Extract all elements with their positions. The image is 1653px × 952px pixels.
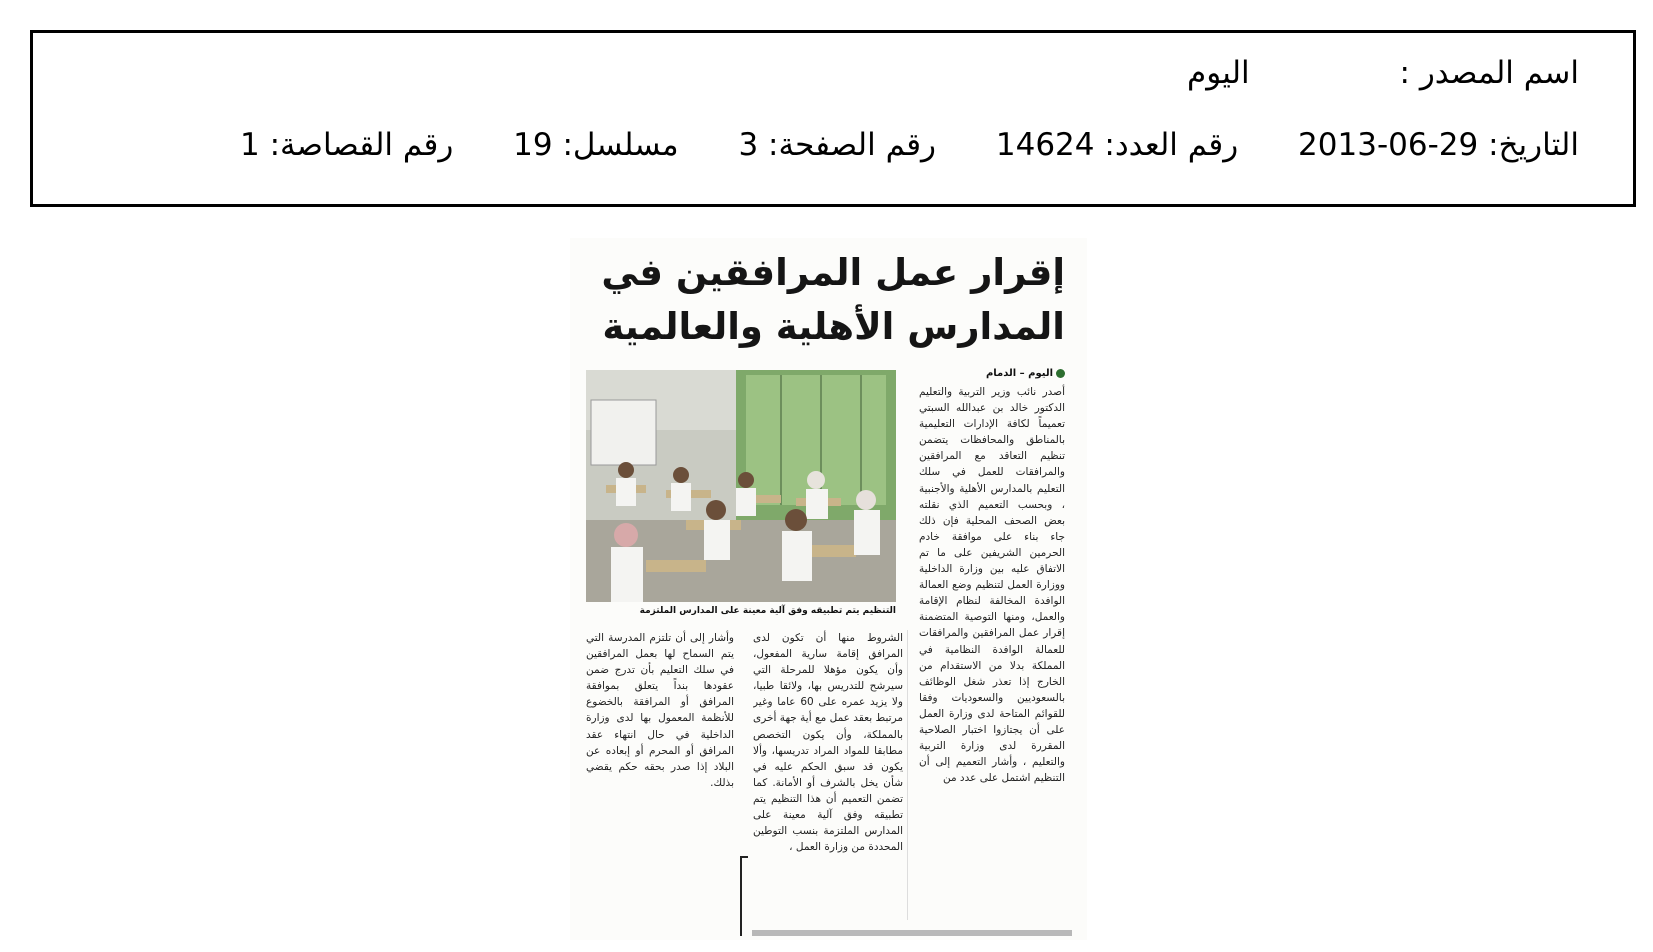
source-value: اليوم <box>1187 55 1250 91</box>
article-byline <box>986 368 1065 379</box>
bottom-rule <box>752 930 1072 936</box>
clip-number-label: رقم القصاصة: <box>269 127 454 163</box>
source-row <box>1187 55 1579 91</box>
photo-caption: التنظيم يتم تطبيقه وفق آلية معينة على المدارس الملتزمة <box>639 606 896 616</box>
headline-line-2: المدارس الأهلية والعالمية <box>602 305 1065 348</box>
serial-field <box>513 127 678 163</box>
clip-number-value: 1 <box>239 127 260 163</box>
newspaper-clipping <box>570 238 1087 940</box>
details-row <box>240 127 1579 163</box>
article-column-2: الشروط منها أن تكون لدى المرافق إقامة سارية المفعول، وأن يكون مؤهلا للمرحلة التي سيرشح للتدريس بها، ولائقا طبيا، ولا يزيد عمره على 60 عاما وغير مرتبط بعقد عمل مع أية جهة أخرى بالمملكة، وأن يكون التخصص مطابقا للمواد المراد تدريسها، وألا يكون قد سبق الحكم عليه في شأن يخل بالشرف أو الأمانة. كما تضمن التعميم أن هذا التنظيم يتم تطبيقه وفق آلية معينة على المدارس الملتزمة بنسب التوطين المحددة من وزارة العمل ، <box>753 632 903 854</box>
serial-label: مسلسل: <box>562 127 679 163</box>
issue-field <box>996 127 1238 163</box>
classroom-photo <box>586 370 896 602</box>
date-value: 2013-06-29 <box>1298 127 1479 163</box>
article-column-3: وأشار إلى أن تلتزم المدرسة التي يتم السماح لها بعمل المرافقين في سلك التعليم بأن تدرج ضمن عقودها بنداً يتعلق بموافقة المرافق أو المرافقة بالخضوع للأنظمة المعمول بها لدى وزارة الداخلية في حال انتهاء عقد المرافق أو المحرم أو إبعاده عن البلاد إذا صدر بحقه حكم يقضي بذلك. <box>586 632 734 789</box>
date-field <box>1298 127 1579 163</box>
issue-value: 14624 <box>995 127 1095 163</box>
article-headline <box>585 246 1065 354</box>
byline-bullet-icon <box>1056 369 1065 378</box>
page-label: رقم الصفحة: <box>768 127 937 163</box>
serial-value: 19 <box>513 127 553 163</box>
source-label: اسم المصدر : <box>1399 55 1579 91</box>
date-label: التاريخ: <box>1488 127 1579 163</box>
clipping-metadata-box <box>30 30 1636 207</box>
column-bracket-mark <box>740 856 748 936</box>
page-value: 3 <box>738 127 759 163</box>
page-field <box>738 127 936 163</box>
column-separator <box>907 630 908 920</box>
issue-label: رقم العدد: <box>1104 127 1239 163</box>
headline-line-1: إقرار عمل المرافقين في <box>601 251 1065 294</box>
byline-text: اليوم – الدمام <box>985 368 1053 379</box>
clip-number-field <box>240 127 453 163</box>
article-column-1: أصدر نائب وزير التربية والتعليم الدكتور خالد بن عبدالله السبتي تعميماً لكافة الإدارات التعليمية بالمناطق والمحافظات يتضمن تنظيم التعاقد مع المرافقين والمرافقات للعمل في سلك التعليم بالمدارس الأهلية والأجنبية ، وبحسب التعميم الذي نقلته بعض الصحف المحلية فإن ذلك جاء بناء على موافقة خادم الحرمين الشريفين على ما تم الاتفاق عليه بين وزارة الداخلية ووزارة العمل لتنظيم وضع العمالة الوافدة المخالفة لنظام الإقامة والعمل، ومنها التوصية المتضمنة إقرار عمل المرافقين والمرافقات للعمالة الوافدة النظامية في المملكة بدلا من الاستقدام من الخارج إذا تعذر شغل الوظائف بالسعوديين والسعوديات وفقا للقوائم المتاحة لدى وزارة العمل على أن يجتازوا اختبار الصلاحية المقررة لدى وزارة التربية والتعليم ، وأشار التعميم إلى أن التنظيم اشتمل على عدد من <box>919 386 1065 785</box>
